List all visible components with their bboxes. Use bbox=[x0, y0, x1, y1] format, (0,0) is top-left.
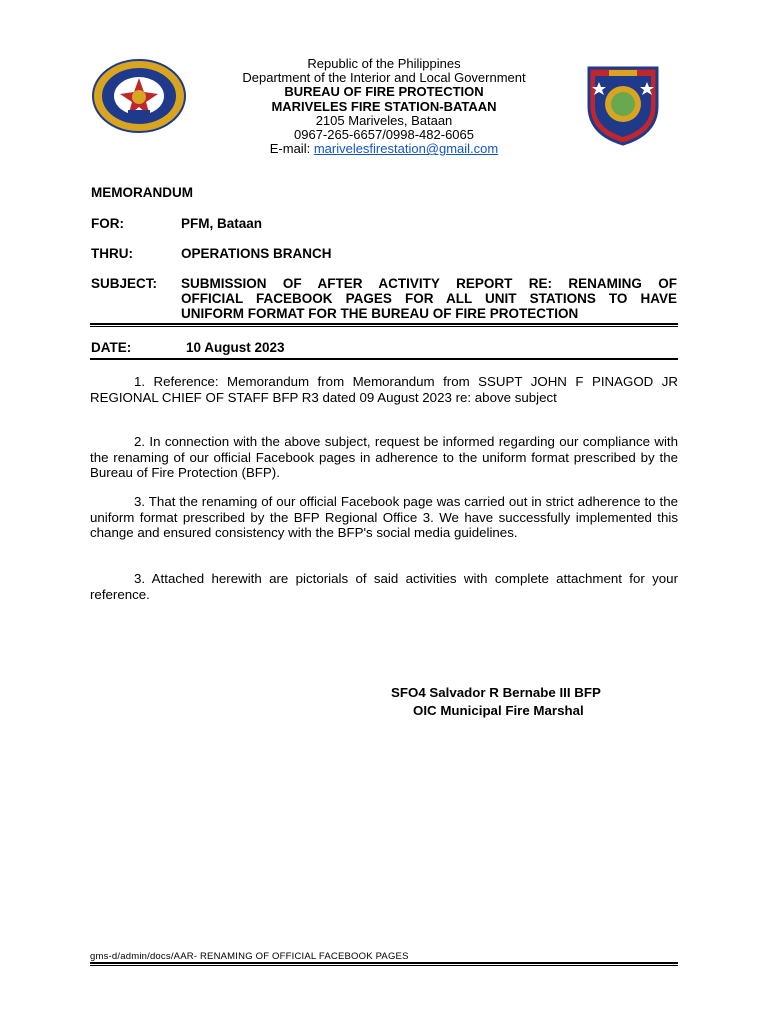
memo-title: MEMORANDUM bbox=[91, 185, 193, 200]
subject-divider-2 bbox=[90, 326, 678, 327]
header-bureau: BUREAU OF FIRE PROTECTION bbox=[284, 84, 484, 100]
signatory-title: OIC Municipal Fire Marshal bbox=[413, 703, 584, 718]
subject-line-2: OFFICIAL FACEBOOK PAGES FOR ALL UNIT STATIONS TO HAVE bbox=[181, 291, 677, 306]
date-label: DATE: bbox=[91, 340, 132, 355]
email-label: E-mail: bbox=[269, 141, 314, 157]
paragraph-1: 1. Reference: Memorandum from Memorandum from SSUPT JOHN F PINAGOD JR REGIONAL CHIEF OF STAFF BFP R3 dated 09 August 2023 re: above subject bbox=[90, 374, 678, 405]
email-link[interactable]: marivelesfirestation@gmail.com bbox=[313, 141, 499, 157]
paragraph-2: 2. In connection with the above subject, request be informed regarding our compliance with the renaming of our official Facebook pages in adherence to the uniform format prescribed by the Bureau of Fire Protection (BFP). bbox=[90, 434, 678, 480]
for-value: PFM, Bataan bbox=[181, 216, 263, 231]
thru-label: THRU: bbox=[91, 246, 133, 261]
for-label: FOR: bbox=[91, 216, 124, 231]
footer-divider bbox=[90, 962, 678, 964]
subject-line-1: SUBMISSION OF AFTER ACTIVITY REPORT RE: RENAMING OF bbox=[181, 276, 677, 291]
subject-label: SUBJECT: bbox=[91, 276, 158, 291]
subject-divider bbox=[90, 323, 678, 325]
paragraph-4: 3. Attached herewith are pictorials of said activities with complete attachment for your reference. bbox=[90, 571, 678, 602]
footer-divider-2 bbox=[90, 965, 678, 966]
subject-line-3: UNIFORM FORMAT FOR THE BUREAU OF FIRE PROTECTION bbox=[181, 306, 579, 321]
signatory-name: SFO4 Salvador R Bernabe III BFP bbox=[391, 685, 601, 700]
header-phone: 0967-265-6657/0998-482-6065 bbox=[294, 127, 474, 143]
header-department: Department of the Interior and Local Government bbox=[242, 70, 526, 86]
letterhead bbox=[160, 57, 608, 156]
subject-value bbox=[181, 276, 677, 321]
paragraph-3: 3. That the renaming of our official Facebook page was carried out in strict adherence to the uniform format prescribed by the BFP Regional Office 3. We have successfully implemented this change and ensured consistency with the BFP's social media guidelines. bbox=[90, 494, 678, 540]
date-divider bbox=[90, 358, 678, 360]
header-email-line bbox=[160, 142, 608, 156]
thru-value: OPERATIONS BRANCH bbox=[181, 246, 332, 261]
header-republic: Republic of the Philippines bbox=[307, 56, 461, 71]
date-value: 10 August 2023 bbox=[186, 340, 285, 355]
header-address: 2105 Mariveles, Bataan bbox=[315, 112, 453, 128]
footer-doc-path: gms-d/admin/docs/AAR- RENAMING OF OFFICIAL FACEBOOK PAGES bbox=[90, 951, 409, 962]
header-station: MARIVELES FIRE STATION-BATAAN bbox=[271, 98, 497, 114]
